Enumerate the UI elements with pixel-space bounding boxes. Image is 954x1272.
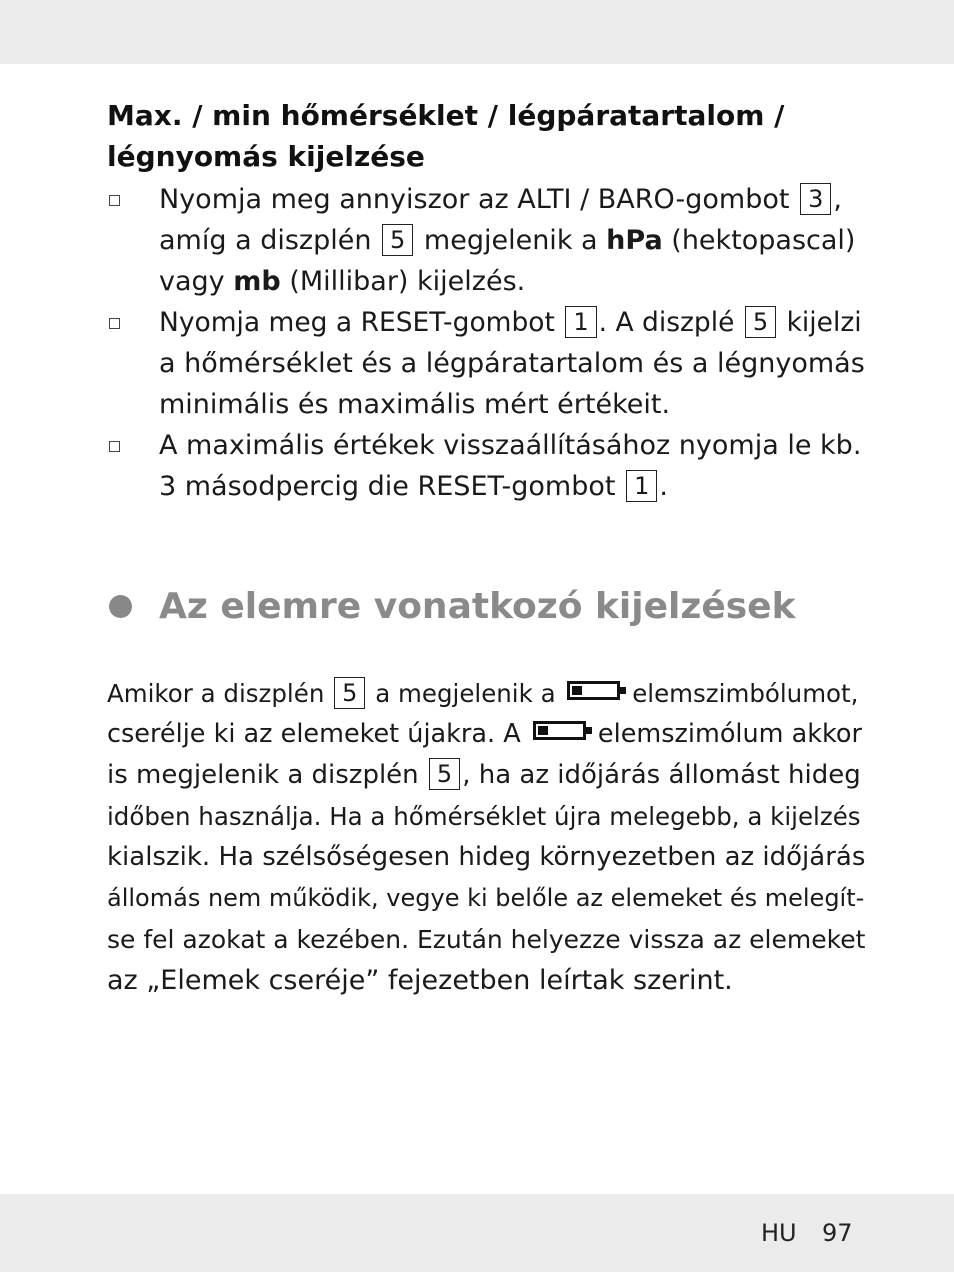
bullet-3-line-1: A maximális értékek visszaállításához nyomja le kb. [159,430,862,461]
paragraph-line-3: is megjelenik a diszplén 5 , ha az időjárás állomást hideg [107,760,861,790]
paragraph-line-7: se fel azokat a kezében. Ezután helyezze vissza az elemeket [107,925,866,954]
square-bullet-icon [109,441,120,452]
bullet-1-line-2: amíg a diszplén 5 megjelenik a hPa (hektopascal) [159,225,856,256]
square-bullet-icon [109,318,120,329]
subheading-line-1: Max. / min hőmérséklet / légpáratartalom / [107,99,785,132]
reference-number: 5 [382,224,413,256]
paragraph-line-1: Amikor a diszplén 5 a megjelenik a elemszimbólumot, [107,679,859,708]
reference-number: 5 [745,306,776,338]
section-bullet-dot [109,595,132,618]
reference-number: 5 [334,677,365,709]
paragraph-line-8: az „Elemek cseréje” fejezetben leírtak szerint. [107,965,733,996]
footer-band [0,1194,954,1272]
reference-number: 1 [626,470,657,502]
reference-number: 3 [800,183,831,215]
bullet-2-line-2: a hőmérséklet és a légpáratartalom és a légnyomás [159,348,865,379]
bullet-3-line-2: 3 másodpercig die RESET-gombot 1 . [159,471,668,502]
bullet-2-line-1: Nyomja meg a RESET-gombot 1 . A diszplé 5 kijelzi [159,307,862,338]
paragraph-line-2: cserélje ki az elemeket újakra. A elemszimólum akkor [107,719,862,749]
bullet-1-line-3: vagy mb (Millibar) kijelzés. [159,266,526,297]
subheading [107,95,867,177]
reference-number: 1 [565,306,596,338]
unit-mb: mb [233,266,281,297]
section-title: Az elemre vonatkozó kijelzések [159,586,796,627]
battery-low-icon [567,681,620,700]
battery-low-icon [533,721,586,740]
bullet-1-line-1: Nyomja meg annyiszor az ALTI / BARO-gombot 3 , [159,184,842,215]
paragraph-line-6: állomás nem működik, vegye ki belőle az elemeket és melegít- [107,884,865,912]
unit-hpa: hPa [606,225,663,256]
reference-number: 5 [429,758,460,790]
square-bullet-icon [109,195,120,206]
bullet-2-line-3: minimális és maximális mért értékeit. [159,389,671,420]
subheading-line-2: légnyomás kijelzése [107,140,425,173]
paragraph-line-5: kialszik. Ha szélsőségesen hideg környezetben az időjárás [107,842,866,872]
paragraph-line-4: időben használja. Ha a hőmérséklet újra melegebb, a kijelzés [107,802,861,831]
top-band [0,0,954,64]
page-number: 97 [822,1219,853,1247]
footer-language: HU [761,1219,797,1247]
